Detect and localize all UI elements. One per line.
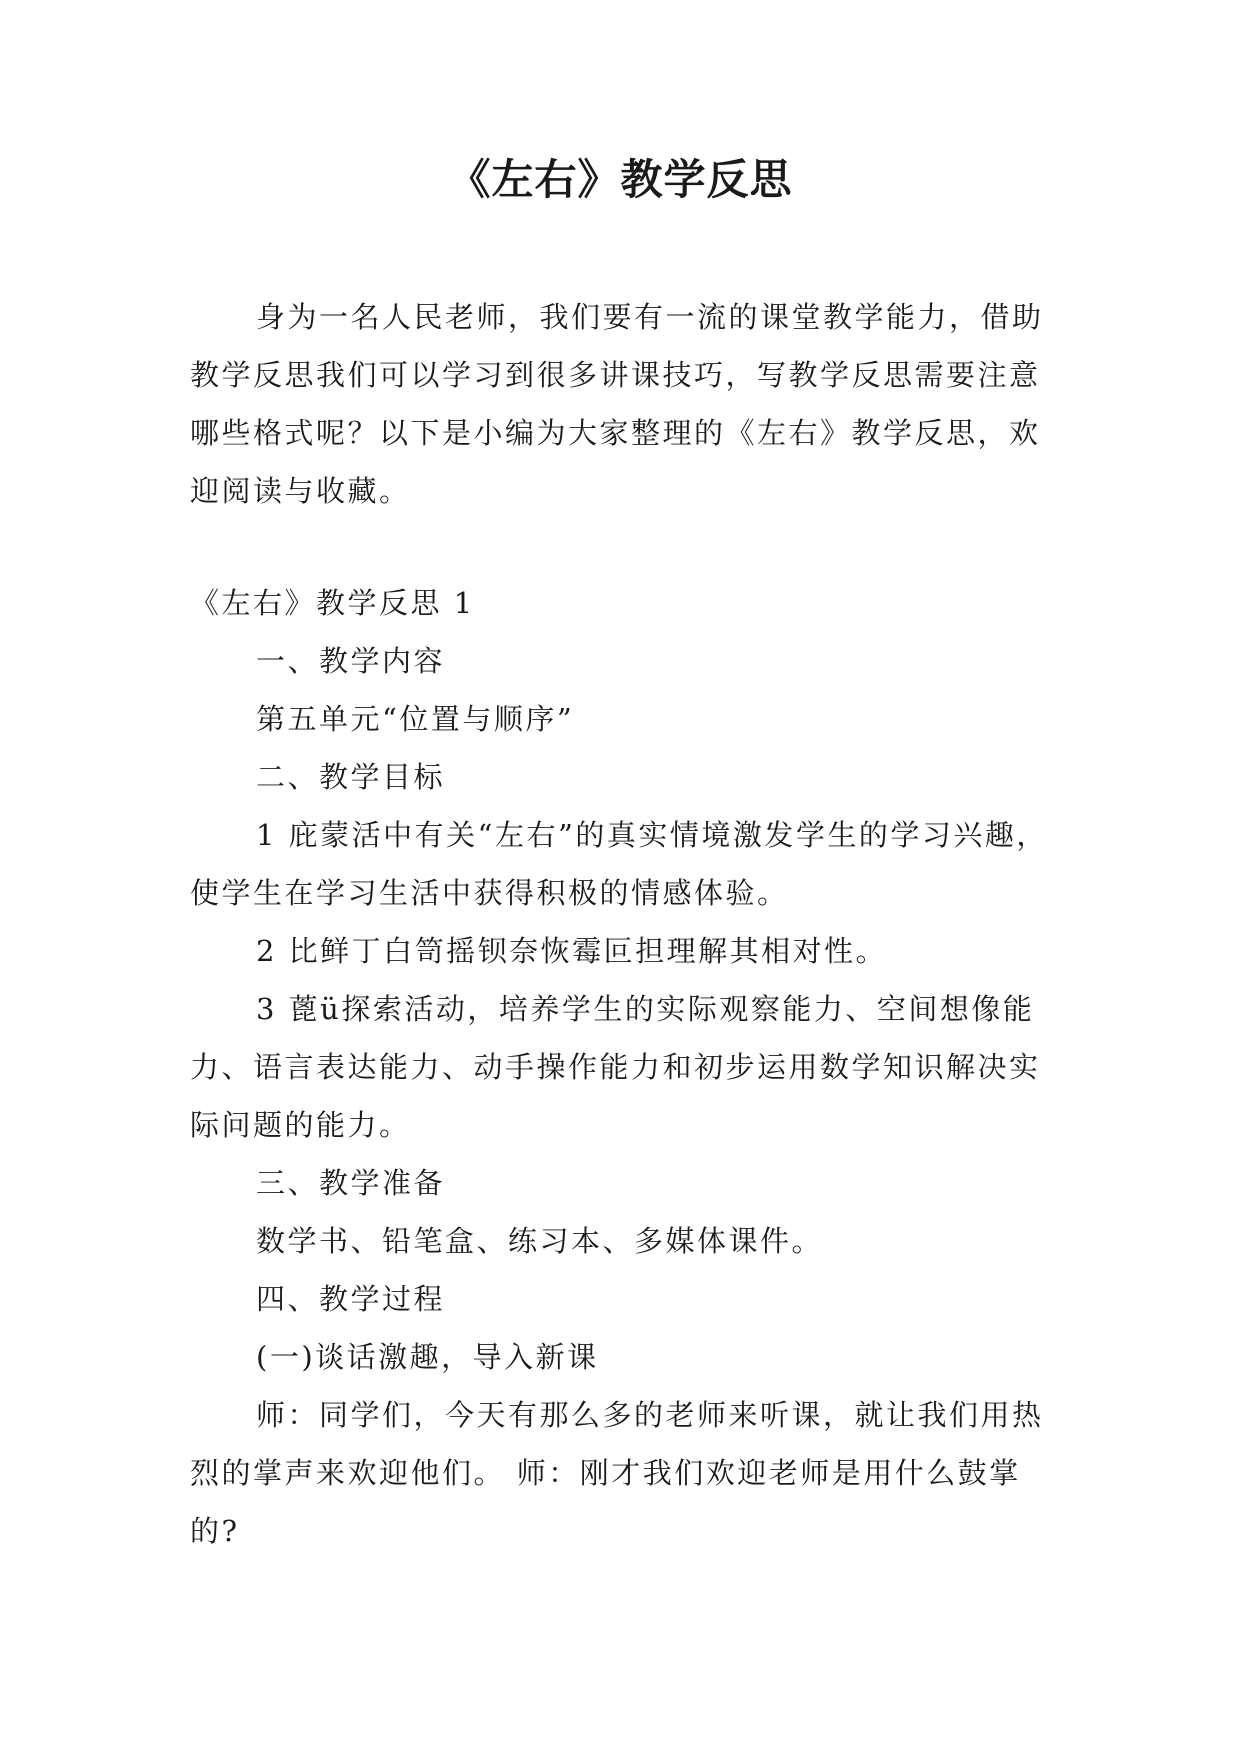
heading-teaching-preparation: 三、教学准备 (256, 1166, 446, 1200)
heading-teaching-content: 一、教学内容 (256, 644, 446, 678)
preparation-list: 数学书、铅笔盒、练习本、多媒体课件。 (256, 1224, 824, 1258)
content-section (190, 574, 1051, 1560)
heading-teaching-goals: 二、教学目标 (256, 760, 446, 794)
intro-section (190, 288, 1051, 520)
heading-teaching-process: 四、教学过程 (256, 1282, 446, 1316)
section-heading: 《左右》教学反思 1 (190, 586, 475, 620)
goal-item-2: 2 比鲜丁白笥摇钡奈恢霉叵担理解其相对性。 (256, 934, 888, 968)
document-title: 《左右》教学反思 (448, 155, 793, 204)
unit-name: 第五单元“位置与顺序” (256, 702, 575, 736)
goal-item-1: 1 庇蒙活中有关“左右”的真实情境激发学生的学习兴趣，使学生在学习生活中获得积极的情感体验。 (190, 818, 1048, 910)
intro-paragraph: 身为一名人民老师，我们要有一流的课堂教学能力，借助教学反思我们可以学习到很多讲课技巧，写教学反思需要注意哪些格式呢？以下是小编为大家整理的《左右》教学反思，欢迎阅读与收藏。 (190, 300, 1044, 508)
process-step-1-heading: (一)谈话激趣，导入新课 (256, 1340, 599, 1374)
goal-item-3: 3 蓖ü探索活动，培养学生的实际观察能力、空间想像能力、语言表达能力、动手操作能力和初步运用数学知识解决实际问题的能力。 (190, 992, 1041, 1142)
dialogue-paragraph: 师：同学们，今天有那么多的老师来听课，就让我们用热烈的掌声来欢迎他们。 师：刚才我们欢迎老师是用什么鼓掌的? (190, 1398, 1044, 1548)
